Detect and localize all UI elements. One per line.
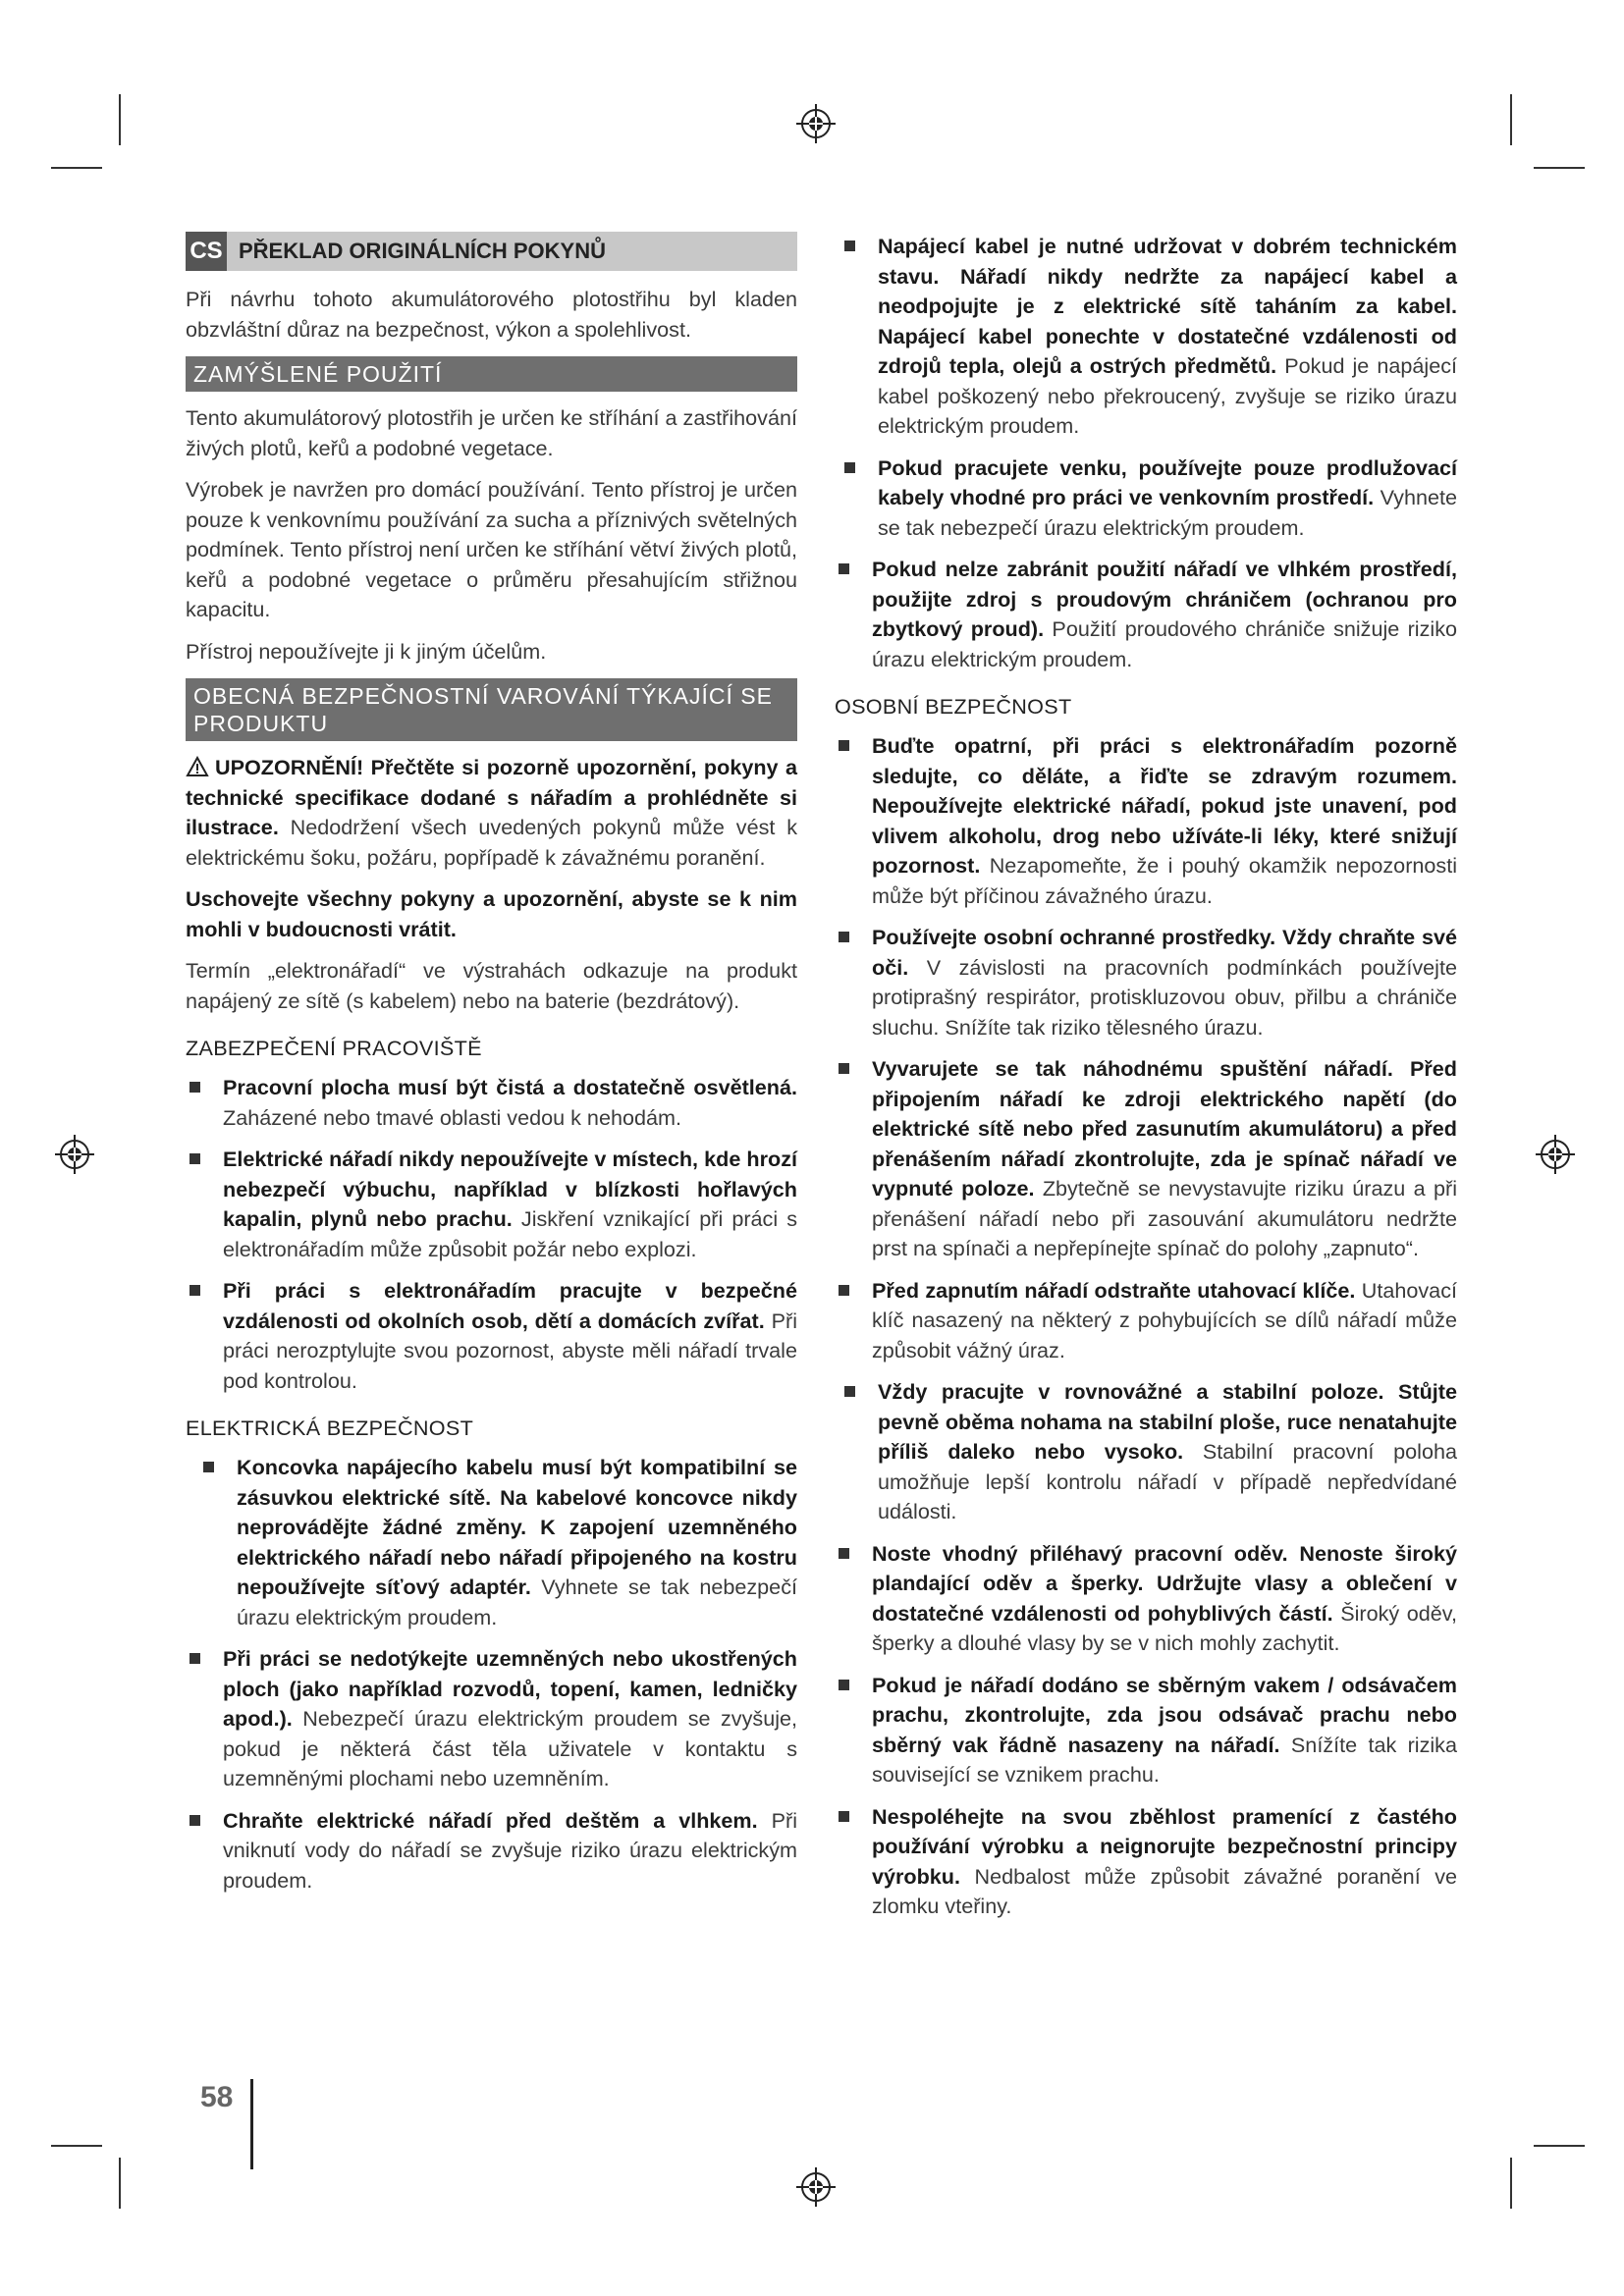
bullet-icon bbox=[839, 1811, 849, 1822]
registration-mark-icon bbox=[794, 2165, 838, 2209]
bullet-icon bbox=[189, 1153, 200, 1164]
bullet-icon bbox=[844, 462, 855, 473]
bullet-icon bbox=[839, 740, 849, 751]
bullet-icon bbox=[189, 1653, 200, 1664]
crop-mark bbox=[119, 2158, 121, 2209]
list-item: Pokud nelze zabránit použití nářadí ve vlhkém prostředí, použijte zdroj s proudovým chráničem (ochranou pro zbytkový proud). Použití proudového chrániče snižuje riziko úrazu elektrickým proudem. bbox=[835, 555, 1457, 674]
bullet-icon bbox=[844, 1386, 855, 1397]
bullet-icon bbox=[189, 1082, 200, 1093]
bullet-icon bbox=[839, 1680, 849, 1690]
list-item: Používejte osobní ochranné prostředky. Vždy chraňte své oči. V závislosti na pracovních podmínkách používejte protiprašný respirátor, protiskluzovou obuv, přilbu a chrániče sluchu. Snížíte tak riziko tělesného úrazu. bbox=[835, 923, 1457, 1042]
list-item: Nespoléhejte na svou zběhlost pramenící z častého používání výrobku a neignorujte bezpečnostní principy výrobku. Nedbalost může způsobit závažné poranění ve zlomku vteřiny. bbox=[835, 1802, 1457, 1922]
crop-mark bbox=[51, 167, 102, 169]
right-column bbox=[835, 232, 1457, 1934]
crop-mark bbox=[1534, 167, 1585, 169]
page-title: PŘEKLAD ORIGINÁLNÍCH POKYNŮ bbox=[239, 239, 607, 263]
list-item: Pracovní plocha musí být čistá a dostatečně osvětlená. Zaházené nebo tmavé oblasti vedou k nehodám. bbox=[186, 1073, 797, 1133]
crop-mark bbox=[51, 2145, 102, 2147]
intended-use-p2: Výrobek je navržen pro domácí používání. Tento přístroj je určen pouze k venkovnímu používání za sucha a příznivých světelných podmínek. Tento přístroj není určen ke stříhání větví živých plotů, keřů a podobné vegetace o průměru přesahujícím střižnou kapacitu. bbox=[186, 477, 797, 621]
registration-mark-icon bbox=[794, 102, 838, 145]
personal-safety-heading: OSOBNÍ BEZPEČNOST bbox=[835, 694, 1072, 719]
warning-normal: Nedodržení všech uvedených pokynů může vést k elektrickému šoku, požáru, popřípadě k závažnému poranění. bbox=[186, 815, 798, 870]
list-item: Elektrické nářadí nikdy nepoužívejte v místech, kde hrozí nebezpečí výbuchu, například v blízkosti hořlavých kapalin, plynů nebo prachu. Jiskření vznikající při práci s elektronářadím může způsobit požár nebo explozi. bbox=[186, 1145, 797, 1264]
warning-triangle-icon bbox=[186, 756, 209, 777]
bullet-icon bbox=[839, 1548, 849, 1559]
list-item: Napájecí kabel je nutné udržovat v dobrém technickém stavu. Nářadí nikdy nedržte za napájecí kabel a neodpojujte je z elektrické sítě taháním za kabel. Napájecí kabel ponechte v dostatečné vzdálenosti od zdrojů tepla, olejů a ostrých předmětů. Pokud je napájecí kabel poškozený nebo překroucený, zvyšuje se riziko úrazu elektrickým proudem. bbox=[856, 232, 1457, 442]
warning-paragraph bbox=[186, 753, 797, 873]
list-item: Chraňte elektrické nářadí před deštěm a vlhkem. Při vniknutí vody do nářadí se zvyšuje riziko úrazu elektrickým proudem. bbox=[186, 1806, 797, 1896]
bullet-icon bbox=[203, 1462, 214, 1472]
bullet-icon bbox=[839, 1063, 849, 1074]
list-item: Při práci s elektronářadím pracujte v bezpečné vzdálenosti od okolních osob, dětí a domácích zvířat. Při práci nerozptylujte svou pozornost, abyste měli nářadí trvale pod kontrolou. bbox=[186, 1276, 797, 1396]
list-item: Pokud pracujete venku, používejte pouze prodlužovací kabely vhodné pro práci ve venkovním prostředí. Vyhnete se tak nebezpečí úrazu elektrickým proudem. bbox=[856, 454, 1457, 544]
bullet-icon bbox=[189, 1815, 200, 1826]
page-number: 58 bbox=[200, 2081, 234, 2113]
list-item: Vyvarujete se tak náhodnému spuštění nářadí. Před připojením nářadí ke zdroji elektrického napětí (do elektrické sítě nebo před zasunutím akumulátoru) a před přenášením nářadí zkontrolujte, zda je spínač nářadí ve vypnuté poloze. Zbytečně se nevystavujte riziku úrazu a při přenášení nářadí nebo při zasouvání akumulátoru nedržte prst na spínači a nepřepínejte spínač do polohy „zapnuto“. bbox=[835, 1054, 1457, 1264]
crop-mark bbox=[119, 94, 121, 145]
bullet-icon bbox=[839, 1285, 849, 1296]
keep-instructions: Uschovejte všechny pokyny a upozornění, abyste se k nim mohli v budoucnosti vrátit. bbox=[186, 886, 797, 941]
intended-use-heading: ZAMÝŠLENÉ POUŽITÍ bbox=[186, 356, 797, 392]
language-badge: CS bbox=[186, 232, 227, 271]
bullet-icon bbox=[839, 932, 849, 942]
crop-mark bbox=[1510, 94, 1512, 145]
term-definition: Termín „elektronářadí“ ve výstrahách odkazuje na produkt napájený ze sítě (s kabelem) nebo na baterie (bezdrátový). bbox=[186, 958, 797, 1013]
electrical-heading: ELEKTRICKÁ BEZPEČNOST bbox=[186, 1415, 474, 1440]
list-item: Vždy pracujte v rovnovážné a stabilní poloze. Stůjte pevně oběma nohama na stabilní ploše, ruce nenatahujte příliš daleko nebo vysoko. Stabilní pracovní poloha umožňuje lepší kontrolu nářadí v případě nepředvídané události. bbox=[856, 1377, 1457, 1527]
list-item: Při práci se nedotýkejte uzemněných nebo ukostřených ploch (jako například rozvodů, topení, kamen, ledničky apod.). Nebezpečí úrazu elektrickým proudem se zvyšuje, pokud je některá část těla uživatele v kontaktu s uzemněnými plochami nebo uzemněním. bbox=[186, 1644, 797, 1794]
crop-mark bbox=[1534, 2145, 1585, 2147]
bullet-icon bbox=[839, 563, 849, 574]
intended-use-p1: Tento akumulátorový plotostřih je určen ke stříhání a zastřihování živých plotů, keřů a podobné vegetace. bbox=[186, 405, 797, 460]
crop-mark bbox=[1510, 2158, 1512, 2209]
registration-mark-icon bbox=[53, 1133, 96, 1176]
list-item: Koncovka napájecího kabelu musí být kompatibilní se zásuvkou elektrické sítě. Na kabelové koncovce nikdy neprovádějte žádné změny. K zapojení uzemněného elektrického nářadí nebo nářadí připojeného na kostru nepoužívejte síťový adaptér. Vyhnete se tak nebezpečí úrazu elektrickým proudem. bbox=[215, 1453, 797, 1632]
bullet-icon bbox=[844, 240, 855, 251]
work-area-heading: ZABEZPEČENÍ PRACOVIŠTĚ bbox=[186, 1036, 482, 1060]
general-safety-heading: OBECNÁ BEZPEČNOSTNÍ VAROVÁNÍ TÝKAJÍCÍ SE PRODUKTU bbox=[186, 678, 797, 741]
left-column bbox=[186, 232, 797, 1907]
list-item: Před zapnutím nářadí odstraňte utahovací klíče. Utahovací klíč nasazený na některý z pohybujících se dílů nářadí může způsobit vážný úraz. bbox=[835, 1276, 1457, 1366]
section-header bbox=[186, 232, 797, 271]
intro-paragraph: Při návrhu tohoto akumulátorového plotostřihu byl kladen obzvláštní důraz na bezpečnost, výkon a spolehlivost. bbox=[186, 287, 797, 342]
list-item: Pokud je nářadí dodáno se sběrným vakem / odsávačem prachu, zkontrolujte, zda jsou odsávač prachu nebo sběrný vak řádně nasazeny na nářadí. Snížíte tak rizika související se vznikem prachu. bbox=[835, 1671, 1457, 1790]
page-number-divider bbox=[250, 2079, 253, 2169]
list-item: Buďte opatrní, při práci s elektronářadím pozorně sledujte, co děláte, a řiďte se zdravým rozumem. Nepoužívejte elektrické nářadí, pokud jste unavení, pod vlivem alkoholu, drog nebo užíváte-li léky, které snižují pozornost. Nezapomeňte, že i pouhý okamžik nepozornosti může být příčinou závažného úrazu. bbox=[835, 731, 1457, 911]
registration-mark-icon bbox=[1534, 1133, 1577, 1176]
warning-bold: UPOZORNĚNÍ! Přečtěte si pozorně upozornění, pokyny a technické specifikace dodané s nářadím a prohlédněte si ilustrace. bbox=[186, 755, 797, 839]
intended-use-p3: Přístroj nepoužívejte ji k jiným účelům. bbox=[186, 638, 547, 664]
bullet-icon bbox=[189, 1285, 200, 1296]
list-item: Noste vhodný přiléhavý pracovní oděv. Nenoste široký plandající oděv a šperky. Udržujte vlasy a oblečení v dostatečné vzdálenosti od pohyblivých částí. Široký oděv, šperky a dlouhé vlasy by se v nich mohly zachytit. bbox=[835, 1539, 1457, 1659]
